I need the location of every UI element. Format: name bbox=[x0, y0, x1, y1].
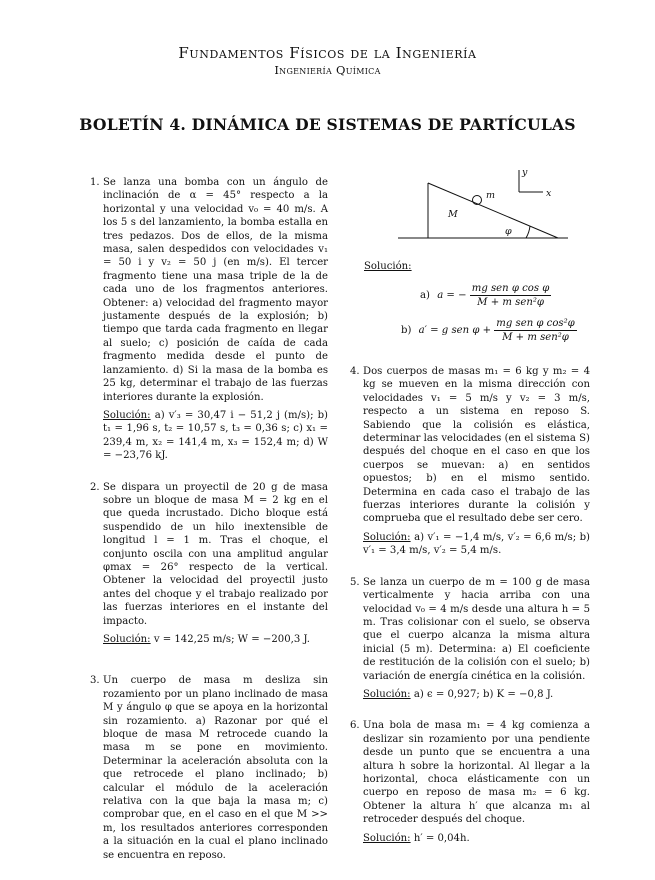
left-column bbox=[90, 176, 328, 880]
problem-4 bbox=[350, 365, 590, 558]
label-x: x bbox=[546, 188, 552, 199]
problem-5 bbox=[350, 576, 590, 702]
course-title: Fundamentos Físicos de la Ingeniería bbox=[178, 44, 477, 62]
label-M: M bbox=[448, 209, 458, 220]
problem-number: 3. bbox=[90, 675, 100, 687]
problem-solution bbox=[363, 688, 590, 701]
inclined-plane-figure bbox=[398, 166, 568, 244]
formula-b-label: b) bbox=[401, 325, 412, 336]
bulletin-title: BOLETÍN 4. DINÁMICA DE SISTEMAS DE PARTÍCULAS bbox=[79, 115, 576, 134]
formula-b-fraction bbox=[494, 318, 576, 343]
degree-subtitle: Ingeniería Química bbox=[274, 63, 381, 77]
problem-number: 1. bbox=[90, 177, 100, 188]
formula-b-denominator: M + m sen²φ bbox=[502, 332, 569, 343]
formula-a-numerator: mg sen φ cos φ bbox=[471, 283, 550, 294]
right-column bbox=[350, 365, 590, 863]
solution-label: Solución: bbox=[363, 688, 411, 700]
problem-number: 2. bbox=[90, 481, 100, 493]
problem-3 bbox=[90, 674, 328, 862]
solution-text: v = 142,25 m/s; W = −200,3 J. bbox=[153, 634, 310, 645]
formula-b-numerator: mg sen φ cos²φ bbox=[496, 318, 575, 329]
label-m: m bbox=[486, 190, 496, 201]
formula-a-lead: a = − bbox=[437, 290, 467, 301]
solution-text: a) v′₃ = 30,47 i − 51,2 j (m/s); b) t₁ = 1,96 s, t₂ = 10,57 s, t₃ = 0,36 s; c) x₁ = 239,4 m, x₂ = 141,4 m, x₃ = 152,4 m; d) W = −23,76 kJ. bbox=[103, 409, 328, 462]
solution3-formula-b bbox=[401, 318, 577, 343]
problem-solution bbox=[103, 409, 328, 463]
problem-solution bbox=[363, 531, 590, 558]
solution-label: Solución: bbox=[103, 634, 151, 645]
problem-text: Se lanza una bomba con un ángulo de inclinación de α = 45° respecto a la horizontal y una velocidad v₀ = 40 m/s. A los 5 s del lanzamiento, la bomba estalla en tres pedazos. Dos de ellos, de la misma masa, salen despedidos con velocidades v₁ = 50 i y v₂ = 50 j (en m/s). El tercer fragmento tiene una masa triple de la de cada uno de los fragmentos anteriores. Obtener: a) velocidad del fragmento mayor justamente después de la explosión; b) tiempo que tarda cada fragmento en llegar al suelo; c) posición de caída de cada fragmento medida desde el punto de lanzamiento. d) Si la masa de la bomba es 25 kg, determinar el trabajo de las fuerzas interiores durante la explosión. bbox=[103, 177, 328, 403]
formula-a-denominator: M + m sen²φ bbox=[477, 297, 544, 308]
solution-text: a) ϵ = 0,927; b) K = −0,8 J. bbox=[413, 688, 554, 700]
problem-text: Dos cuerpos de masas m₁ = 6 kg y m₂ = 4 kg se mueven en la misma dirección con velocidades v₁ = 5 m/s y v₂ = 3 m/s, respecto a un sistema en reposo S. Sabiendo que la colisión es elástica, determinar las velocidades (en el sistema S) después del choque en el caso en que los cuerpos se muevan: a) en sentidos opuestos; b) en el mismo sentido. Determina en cada caso el trabajo de las fuerzas interiores durante la colisión y comprueba que el resultado debe ser cero. bbox=[363, 366, 590, 525]
problem-1 bbox=[90, 176, 328, 463]
solution-label: Solución: bbox=[363, 531, 411, 543]
angle-arc bbox=[526, 226, 530, 238]
label-phi: φ bbox=[505, 226, 512, 237]
problem-2 bbox=[90, 481, 328, 647]
problem-text: Una bola de masa m₁ = 4 kg comienza a deslizar sin rozamiento por una pendiente desde un punto que se encuentra a una altura h sobre la horizontal. Al llegar a la horizontal, choca elásticamente con un cuerpo en reposo de masa m₂ = 6 kg. Obtener la altura h′ que alcanza m₁ al retroceder después del choque. bbox=[363, 720, 590, 826]
problem-solution bbox=[103, 633, 328, 646]
mass-m-ball bbox=[473, 196, 482, 205]
formula-a-label: a) bbox=[420, 290, 430, 301]
solution-label: Solución: bbox=[363, 832, 411, 844]
problem-number: 5. bbox=[350, 576, 360, 588]
problem-text: Se dispara un proyectil de 20 g de masa sobre un bloque de masa M = 2 kg en el que queda incrustado. Dicho bloque está suspendido de un hilo inextensible de longitud l = 1 m. Tras el choque, el conjunto oscila con una amplitud angular φmax = 26° respecto de la vertical. Obtener la velocidad del proyectil justo antes del choque y el trabajo realizado por las fuerzas interiores en el instante del impacto. bbox=[103, 481, 328, 627]
solution-text: a) v′₁ = −1,4 m/s, v′₂ = 6,6 m/s; b) v′₁ = 3,4 m/s, v′₂ = 5,4 m/s. bbox=[363, 531, 590, 557]
problem-solution bbox=[363, 832, 590, 845]
label-y: y bbox=[522, 167, 528, 178]
formula-b-lead: a′ = g sen φ + bbox=[418, 325, 492, 336]
problem-number: 6. bbox=[350, 720, 360, 732]
solution-label: Solución: bbox=[103, 409, 151, 421]
problem-6 bbox=[350, 719, 590, 845]
formula-a-fraction bbox=[470, 283, 552, 308]
solution3-formula-a bbox=[420, 283, 551, 308]
solution-text: h′ = 0,04h. bbox=[413, 832, 470, 844]
problem-number: 4. bbox=[350, 366, 360, 377]
problem-text: Se lanza un cuerpo de m = 100 g de masa verticalmente y hacia arriba con una velocidad v₀ = 4 m/s desde una altura h = 5 m. Tras colisionar con el suelo, se observa que el cuerpo alcanza la misma altura inicial (5 m). Determina: a) El coeficiente de restitución de la colisión con el suelo; b) variación de energía cinética en la colisión. bbox=[363, 576, 590, 682]
problem-text: Un cuerpo de masa m desliza sin rozamiento por un plano inclinado de masa M y ángulo φ que se apoya en la horizontal sin rozamiento. a) Razonar por qué el bloque de masa M retrocede cuando la masa m se pone en movimiento. Determinar la aceleración absoluta con la que retrocede el plano inclinado; b) calcular el módulo de la aceleración relativa con la que baja la masa m; c) comprobar que, en el caso en el que M >> m, los resultados anteriores corresponden a la situación en la cual el plano inclinado se encuentra en reposo. bbox=[103, 675, 328, 861]
solution3-label: Solución: bbox=[364, 261, 412, 272]
